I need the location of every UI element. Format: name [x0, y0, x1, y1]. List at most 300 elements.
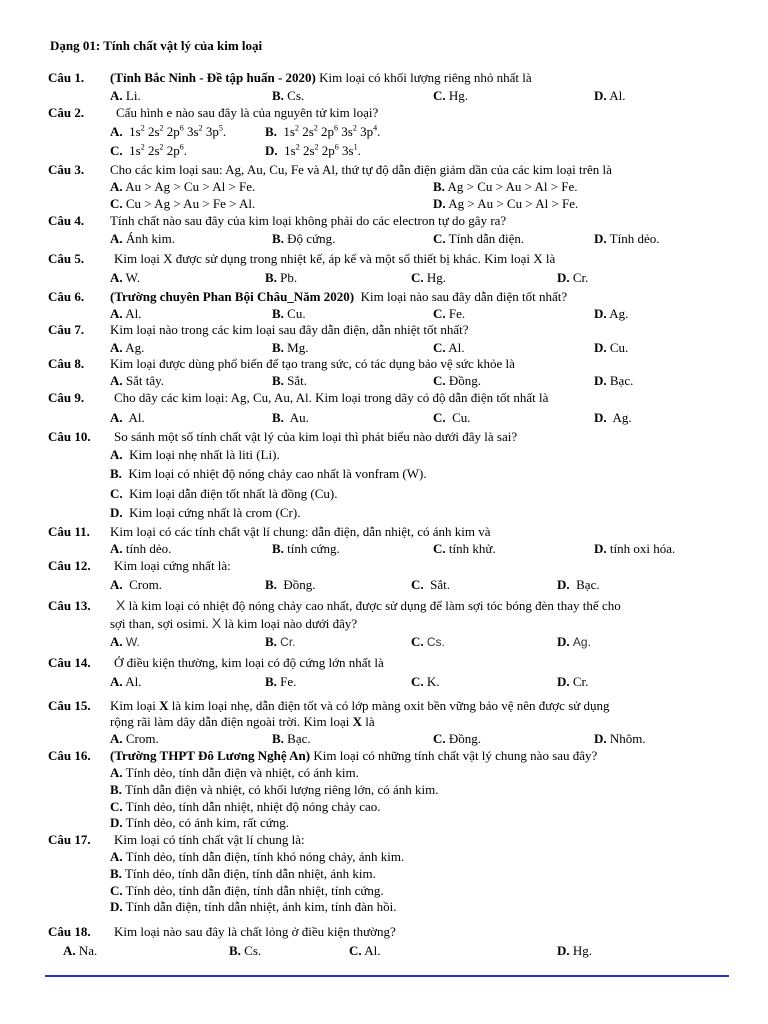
option-letter: A. [63, 943, 76, 958]
option-letter: A. [110, 731, 123, 746]
option-text: Hg. [426, 270, 447, 285]
option-letter: C. [433, 373, 446, 388]
option-text: Kim loại có nhiệt độ nóng chảy cao nhất là vonfram (W). [128, 466, 427, 481]
option-text: W. [125, 635, 140, 649]
option-letter: B. [110, 782, 122, 797]
superscript: 2 [313, 123, 318, 133]
option-text: 2s [298, 124, 314, 139]
option-text: Ag. [125, 340, 145, 355]
option-letter: C. [433, 541, 446, 556]
option-text: Al. [609, 88, 626, 103]
option-letter: D. [594, 88, 607, 103]
question-17-label: Câu 17. [48, 832, 91, 847]
q8-option-a [110, 373, 164, 389]
option-letter: A. [110, 179, 123, 194]
q9-option-b [272, 410, 309, 426]
q17-option-a [110, 849, 404, 865]
question-10-stem: So sánh một số tính chất vật lý của kim loại thì phát biểu nào dưới đây là sai? [114, 429, 518, 444]
question-5-stem: Kim loại X được sử dụng trong nhiệt kế, áp kế và một số thiết bị khác. Kim loại X là [114, 251, 556, 266]
footer-divider [45, 975, 729, 977]
option-letter: B. [272, 306, 284, 321]
q13-option-d [557, 634, 591, 650]
q10-option-d [110, 505, 300, 521]
option-text: W. [125, 270, 140, 285]
option-text: Ag > Au > Cu > Al > Fe. [448, 196, 579, 211]
option-text: Cu > Ag > Au > Fe > Al. [125, 196, 256, 211]
superscript: 2 [198, 123, 203, 133]
q18-option-c [349, 943, 380, 959]
superscript: 2 [140, 123, 145, 133]
option-text: là [365, 714, 375, 729]
q9-option-c [433, 410, 471, 426]
option-text: tính cứng. [287, 541, 340, 556]
question-11-label: Câu 11. [48, 524, 90, 539]
option-letter: B. [265, 674, 277, 689]
question-3-label: Câu 3. [48, 162, 85, 177]
option-text: Al. [125, 674, 142, 689]
q15-option-c [433, 731, 481, 747]
option-text: Cu. [452, 410, 471, 425]
option-letter: C. [433, 731, 446, 746]
option-letter: B. [110, 466, 122, 481]
option-text: 2p [318, 143, 335, 158]
option-letter: B. [265, 124, 277, 139]
option-letter: B. [272, 231, 284, 246]
option-text: 3s [338, 143, 354, 158]
question-6-label: Câu 6. [48, 289, 85, 304]
option-text: Nhôm. [609, 731, 646, 746]
option-text: Sắt. [430, 577, 451, 592]
option-letter: B. [433, 179, 445, 194]
q17-option-d [110, 899, 396, 915]
q18-option-b [229, 943, 261, 959]
question-12-stem: Kim loại cứng nhất là: [114, 558, 231, 573]
option-text: là kim loại nhẹ, dẫn điện tốt và có lớp màng oxit bền vững bảo vệ nên được sử dụng [171, 698, 610, 713]
option-letter: C. [411, 634, 424, 649]
option-text: Cs. [426, 635, 445, 649]
option-text: Hg. [572, 943, 593, 958]
q4-option-d [594, 231, 659, 247]
option-text: Cr. [280, 635, 296, 649]
option-letter: B. [272, 373, 284, 388]
option-text: Ag > Cu > Au > Al > Fe. [447, 179, 578, 194]
question-13-x-symbol: X [116, 597, 126, 613]
q11-option-a [110, 541, 171, 557]
option-text: Na. [78, 943, 98, 958]
q7-option-c [433, 340, 464, 356]
question-1-label: Câu 1. [48, 70, 85, 85]
q7-option-a [110, 340, 144, 356]
option-text: Tính dẻo. [609, 231, 660, 246]
option-letter: D. [110, 815, 123, 830]
option-text: Crom. [129, 577, 163, 592]
option-text: 3s [338, 124, 353, 139]
question-10-label: Câu 10. [48, 429, 91, 444]
option-text: 2p [163, 143, 180, 158]
q9-option-a [110, 410, 145, 426]
option-letter: D. [557, 577, 570, 592]
question-4-stem: Tính chất nào sau đây của kim loại không phải do các electron tự do gây ra? [110, 213, 507, 228]
option-text: Tính dẻo, tính dẫn nhiệt, nhiệt độ nóng chảy cao. [125, 799, 381, 814]
option-text: Đồng. [448, 373, 482, 388]
option-letter: D. [557, 270, 570, 285]
option-letter: B. [272, 88, 284, 103]
question-5-label: Câu 5. [48, 251, 85, 266]
question-16-stem: Kim loại có những tính chất vật lý chung nào sau đây? [313, 748, 598, 763]
q16-option-d [110, 815, 289, 831]
q17-option-c [110, 883, 384, 899]
option-letter: D. [594, 340, 607, 355]
q2-option-a [110, 124, 226, 140]
section-title: Dạng 01: Tính chất vật lý của kim loại [50, 38, 263, 53]
question-2-label: Câu 2. [48, 105, 85, 120]
q12-option-b [265, 577, 316, 593]
question-18-label: Câu 18. [48, 924, 91, 939]
q15-option-a [110, 731, 159, 747]
option-text: Tính dẻo, tính dẫn điện, tính dẫn nhiệt, tính cứng. [125, 883, 384, 898]
superscript: 6 [179, 142, 184, 152]
q2-option-c [110, 143, 187, 159]
option-letter: A. [110, 447, 123, 462]
q16-option-a [110, 765, 359, 781]
superscript: 2 [159, 123, 164, 133]
option-text: Cs. [244, 943, 262, 958]
option-text: Tính dẻo, có ánh kim, rất cứng. [125, 815, 290, 830]
superscript: 2 [314, 142, 319, 152]
option-letter: D. [557, 674, 570, 689]
q12-option-c [411, 577, 450, 593]
option-text: Kim loại cứng nhất là crom (Cr). [129, 505, 301, 520]
option-letter: D. [594, 373, 607, 388]
option-letter: C. [411, 270, 424, 285]
superscript: 2 [352, 123, 357, 133]
q10-option-a [110, 447, 280, 463]
q8-option-d [594, 373, 633, 389]
q1-option-b [272, 88, 304, 104]
option-text: Tính dẻo, tính dẫn điện và nhiệt, có ánh kim. [125, 765, 359, 780]
option-letter: D. [557, 943, 570, 958]
q15-option-d [594, 731, 646, 747]
question-17-stem: Kim loại có tính chất vật lí chung là: [114, 832, 305, 847]
option-letter: D. [265, 143, 278, 158]
q11-option-b [272, 541, 340, 557]
option-letter: B. [265, 270, 277, 285]
superscript: 5 [218, 123, 223, 133]
q1-option-c [433, 88, 468, 104]
superscript: 6 [334, 123, 339, 133]
option-letter: A. [110, 306, 123, 321]
q11-option-c [433, 541, 496, 557]
option-text: Cs. [287, 88, 305, 103]
q7-option-b [272, 340, 308, 356]
question-16-label: Câu 16. [48, 748, 91, 763]
option-text: sợi than, sợi osimi. [110, 616, 209, 631]
option-letter: B. [272, 541, 284, 556]
option-text: Fe. [448, 306, 466, 321]
q14-option-b [265, 674, 296, 690]
option-text: tính dẻo. [125, 541, 172, 556]
q4-option-b [272, 231, 335, 247]
option-letter: D. [557, 634, 570, 649]
option-text: tính khử. [448, 541, 496, 556]
superscript: 2 [295, 142, 300, 152]
question-8-stem: Kim loại được dùng phổ biến để tạo trang sức, có tác dụng bảo vệ sức khỏe là [110, 356, 515, 371]
option-text: rộng rãi làm dây dẫn điện ngoài trời. Kim loại [110, 714, 350, 729]
option-text: Tính dẫn điện. [448, 231, 525, 246]
question-1-source: (Tỉnh Bắc Ninh - Đề tập huấn - 2020) [110, 70, 316, 85]
option-text: Ánh kim. [125, 231, 176, 246]
option-text: Cu. [287, 306, 306, 321]
option-text: 3p [356, 124, 374, 139]
option-text: Crom. [125, 731, 159, 746]
q7-option-d [594, 340, 628, 356]
option-text: là kim loại nào dưới đây? [224, 616, 358, 631]
option-letter: D. [594, 731, 607, 746]
option-text: 1s [283, 124, 295, 139]
option-letter: C. [433, 231, 446, 246]
question-7-label: Câu 7. [48, 322, 85, 337]
option-letter: A. [110, 577, 123, 592]
option-text: 1s [284, 143, 296, 158]
superscript: 4 [373, 123, 378, 133]
option-text: Đồng. [283, 577, 316, 592]
option-text: Ag. [609, 306, 629, 321]
question-13-stem-line2 [110, 615, 357, 632]
option-text: . [183, 143, 188, 158]
option-text: Đồng. [448, 731, 482, 746]
option-text: Sắt tây. [125, 373, 165, 388]
q14-option-a [110, 674, 141, 690]
question-12-label: Câu 12. [48, 558, 91, 573]
option-text: K. [426, 674, 440, 689]
option-letter: C. [110, 143, 123, 158]
q4-option-c [433, 231, 524, 247]
question-6-text [110, 289, 567, 305]
option-text: Cr. [572, 270, 589, 285]
option-text: 3p [202, 124, 219, 139]
q6-option-d [594, 306, 628, 322]
option-text: Ag. [612, 410, 632, 425]
option-text: . [357, 143, 361, 158]
option-text: Au > Ag > Cu > Al > Fe. [125, 179, 256, 194]
option-letter: A. [110, 88, 123, 103]
question-3-stem: Cho các kim loại sau: Ag, Au, Cu, Fe và Al, thứ tự độ dẫn điện giảm dần của các kim loại trên là [110, 162, 612, 177]
question-8-label: Câu 8. [48, 356, 85, 371]
q14-option-c [411, 674, 440, 690]
option-text: là kim loại có nhiệt độ nóng chảy cao nhất, được sử dụng để làm sợi tóc bóng đèn thay thế cho [128, 598, 621, 613]
option-letter: C. [411, 577, 424, 592]
option-text: Cr. [572, 674, 589, 689]
superscript: 2 [159, 142, 164, 152]
option-text: Tính dẻo, tính dẫn điện, tính dẫn nhiệt, ánh kim. [124, 866, 376, 881]
question-11-stem: Kim loại có các tính chất vật lí chung: dẫn điện, dẫn nhiệt, có ánh kim và [110, 524, 491, 539]
option-text: Hg. [448, 88, 469, 103]
option-text: 3s [183, 124, 199, 139]
q1-option-a [110, 88, 141, 104]
option-letter: A. [110, 270, 123, 285]
option-text: Bạc. [609, 373, 634, 388]
option-letter: B. [265, 634, 277, 649]
option-text: tính oxi hóa. [609, 541, 676, 556]
q3-option-b [433, 179, 578, 195]
q18-option-d [557, 943, 592, 959]
option-text: Fe. [280, 674, 297, 689]
option-letter: C. [433, 340, 446, 355]
q9-option-d [594, 410, 632, 426]
option-letter: A. [110, 849, 123, 864]
q14-option-d [557, 674, 588, 690]
option-text: Al. [125, 306, 142, 321]
option-letter: B. [229, 943, 241, 958]
option-text: Bạc. [287, 731, 311, 746]
question-7-stem: Kim loại nào trong các kim loại sau đây dẫn điện, dẫn nhiệt tốt nhất? [110, 322, 469, 337]
q10-option-b [110, 466, 427, 482]
option-letter: B. [110, 866, 122, 881]
option-letter: B. [272, 340, 284, 355]
option-letter: X [352, 714, 363, 729]
question-1-stem: Kim loại có khối lượng riêng nhỏ nhất là [319, 70, 532, 85]
question-13-label: Câu 13. [48, 598, 91, 613]
option-text: Al. [128, 410, 145, 425]
option-letter: D. [110, 899, 123, 914]
q2-option-d [265, 143, 361, 159]
option-letter: D. [594, 306, 607, 321]
q6-option-c [433, 306, 465, 322]
question-15-stem-line2 [110, 714, 375, 730]
q4-option-a [110, 231, 175, 247]
option-text: Kim loại [110, 698, 156, 713]
question-14-label: Câu 14. [48, 655, 91, 670]
option-text: Al. [364, 943, 381, 958]
option-text: 1s [129, 143, 141, 158]
option-text: Li. [125, 88, 141, 103]
option-letter: A. [110, 634, 123, 649]
option-text: 2p [317, 124, 335, 139]
option-letter: C. [433, 88, 446, 103]
question-4-label: Câu 4. [48, 213, 85, 228]
option-letter: B. [272, 410, 284, 425]
q12-option-d [557, 577, 600, 593]
option-letter: D. [594, 231, 607, 246]
q1-option-d [594, 88, 625, 104]
question-6-source: (Trường chuyên Phan Bội Châu_Năm 2020) [110, 289, 355, 304]
q13-option-c [411, 634, 445, 650]
option-text: 2p [163, 124, 180, 139]
superscript: 6 [179, 123, 184, 133]
option-letter: A. [110, 231, 123, 246]
question-9-stem: Cho dãy các kim loại: Ag, Cu, Au, Al. Kim loại trong dãy có độ dẫn điện tốt nhất là [114, 390, 549, 405]
option-letter: A. [110, 541, 123, 556]
option-letter: C. [433, 410, 446, 425]
question-9-label: Câu 9. [48, 390, 85, 405]
q3-option-d [433, 196, 578, 212]
superscript: 6 [334, 142, 339, 152]
option-text: X [211, 615, 222, 631]
q6-option-a [110, 306, 141, 322]
option-letter: B. [265, 577, 277, 592]
q10-option-c [110, 486, 337, 502]
option-letter: C. [110, 486, 123, 501]
q5-option-a [110, 270, 140, 286]
option-text: Tính dẫn điện và nhiệt, có khối lượng riêng lớn, có ánh kim. [124, 782, 439, 797]
q3-option-a [110, 179, 255, 195]
question-16-text [110, 748, 597, 764]
option-letter: C. [433, 306, 446, 321]
option-letter: A. [110, 340, 123, 355]
option-letter: A. [110, 765, 123, 780]
superscript: 1 [353, 142, 358, 152]
option-letter: A. [110, 124, 123, 139]
option-text: . [377, 124, 381, 139]
q18-option-a [63, 943, 97, 959]
superscript: 2 [140, 142, 145, 152]
q11-option-d [594, 541, 675, 557]
q16-option-c [110, 799, 381, 815]
q16-option-b [110, 782, 439, 798]
question-15-label: Câu 15. [48, 698, 91, 713]
option-letter: A. [110, 373, 123, 388]
option-text: Cu. [609, 340, 629, 355]
q2-option-b [265, 124, 380, 140]
option-letter: D. [433, 196, 446, 211]
option-text: Kim loại dẫn điện tốt nhất là đồng (Cu). [129, 486, 338, 501]
option-letter: C. [110, 799, 123, 814]
option-text: 2s [144, 143, 160, 158]
option-text: Ag. [572, 635, 591, 649]
option-letter: D. [110, 505, 123, 520]
q5-option-c [411, 270, 446, 286]
q3-option-c [110, 196, 255, 212]
q8-option-b [272, 373, 307, 389]
option-text: Bạc. [576, 577, 600, 592]
question-15-stem-line1 [110, 698, 610, 714]
option-text: Al. [448, 340, 465, 355]
option-letter: C. [110, 196, 123, 211]
q12-option-a [110, 577, 162, 593]
superscript: 2 [294, 123, 299, 133]
question-16-source: (Trường THPT Đô Lương Nghệ An) [110, 748, 311, 763]
question-2-stem: Cấu hình e nào sau đây là của nguyên tử kim loại? [116, 105, 379, 120]
option-text: Tính dẫn điện, tính dẫn nhiệt, ánh kim, tính đàn hồi. [125, 899, 397, 914]
question-6-stem: Kim loại nào sau đây dẫn điện tốt nhất? [360, 289, 568, 304]
option-text: . [222, 124, 227, 139]
question-1-text [110, 70, 532, 86]
option-letter: D. [594, 410, 607, 425]
q8-option-c [433, 373, 481, 389]
option-letter: A. [110, 674, 123, 689]
q17-option-b [110, 866, 376, 882]
option-text: Độ cứng. [287, 231, 336, 246]
option-letter: D. [594, 541, 607, 556]
option-text: Au. [289, 410, 309, 425]
q13-option-a [110, 634, 140, 650]
option-letter: A. [110, 410, 123, 425]
option-letter: X [159, 698, 169, 713]
option-text: Mg. [287, 340, 309, 355]
q5-option-b [265, 270, 297, 286]
option-letter: C. [349, 943, 362, 958]
question-14-stem: Ở điều kiện thường, kim loại có độ cứng lớn nhất là [114, 655, 384, 670]
option-text: Sắt. [287, 373, 308, 388]
option-letter: C. [110, 883, 123, 898]
option-text: 2s [299, 143, 315, 158]
option-letter: C. [411, 674, 424, 689]
q15-option-b [272, 731, 311, 747]
option-text: 1s [129, 124, 141, 139]
option-letter: B. [272, 731, 284, 746]
option-text: 2s [144, 124, 160, 139]
question-13-stem-line1 [116, 597, 621, 614]
